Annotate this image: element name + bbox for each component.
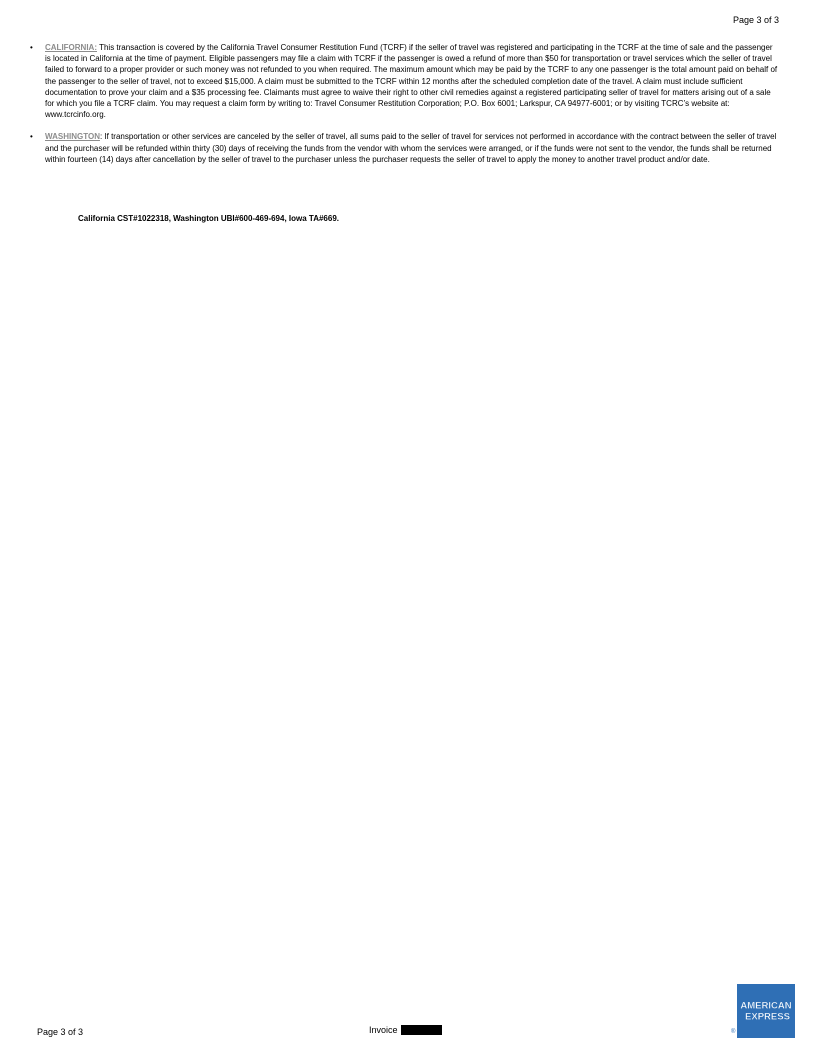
page-number-footer: Page 3 of 3 <box>37 1027 84 1037</box>
american-express-logo <box>737 984 795 1043</box>
invoice-reference <box>369 1025 442 1035</box>
california-notice-text: This transaction is covered by the California Travel Consumer Restitution Fund (TCRF) if the seller of travel was registered and participating in the TCRF at the time of sale and the passenger is located in California at the time of payment. Eligible passengers may file a claim with TCRF if the passenger is owed a refund of more than $50 for transportation or travel services which the seller of travel failed to forward to a proper provider or such money was not refunded to you when required. The maximum amount which may be paid by the TCRF to any one passenger is the total amount paid on behalf of the passenger to the seller of travel, not to exceed $15,000. A claim must be submitted to the TCRF within 12 months after the scheduled completion date of the travel. A claim must include sufficient documentation to prove your claim and a $35 processing fee. Claimants must agree to waive their right to other civil remedies against a registered participating seller of travel for matters arising out of a sale for which you file a TCRF claim. You may request a claim form by writing to: Travel Consumer Restitution Corporation; P.O. Box 6001; Larkspur, CA 94977-6001; or by visiting TCRC’s website at: www.tcrcinfo.org. <box>45 43 778 120</box>
bullet: • <box>30 132 33 142</box>
invoice-label: Invoice <box>369 1025 398 1035</box>
california-heading: CALIFORNIA: <box>45 43 97 52</box>
washington-heading: WASHINGTON <box>45 132 100 142</box>
bullet: • <box>30 43 33 52</box>
washington-notice-text: : If transportation or other services are canceled by the seller of travel, all sums paid to the seller of travel for services not performed in accordance with the contract between the seller of travel and the purchaser will be refunded within thirty (30) days of receiving the funds from the vendor with whom the services were arranged, or if the funds were not sent to the vendor, the funds shall be returned within fourteen (14) days after cancellation by the seller of travel to the purchaser unless the purchaser requests the seller of travel to apply the money to another travel product and/or date. <box>45 132 777 164</box>
california-notice <box>30 42 780 120</box>
amex-logo-line1: AMERICAN <box>740 1000 792 1012</box>
page-number-header: Page 3 of 3 <box>732 15 779 25</box>
seller-registration-numbers: California CST#1022318, Washington UBI#600-469-694, Iowa TA#669. <box>78 214 339 223</box>
washington-notice <box>30 131 780 165</box>
state-notices-list <box>30 42 780 176</box>
amex-logo-line2: EXPRESS <box>745 1011 790 1023</box>
redacted-invoice-number <box>401 1025 442 1035</box>
registered-trademark-symbol: ® <box>731 1029 736 1035</box>
